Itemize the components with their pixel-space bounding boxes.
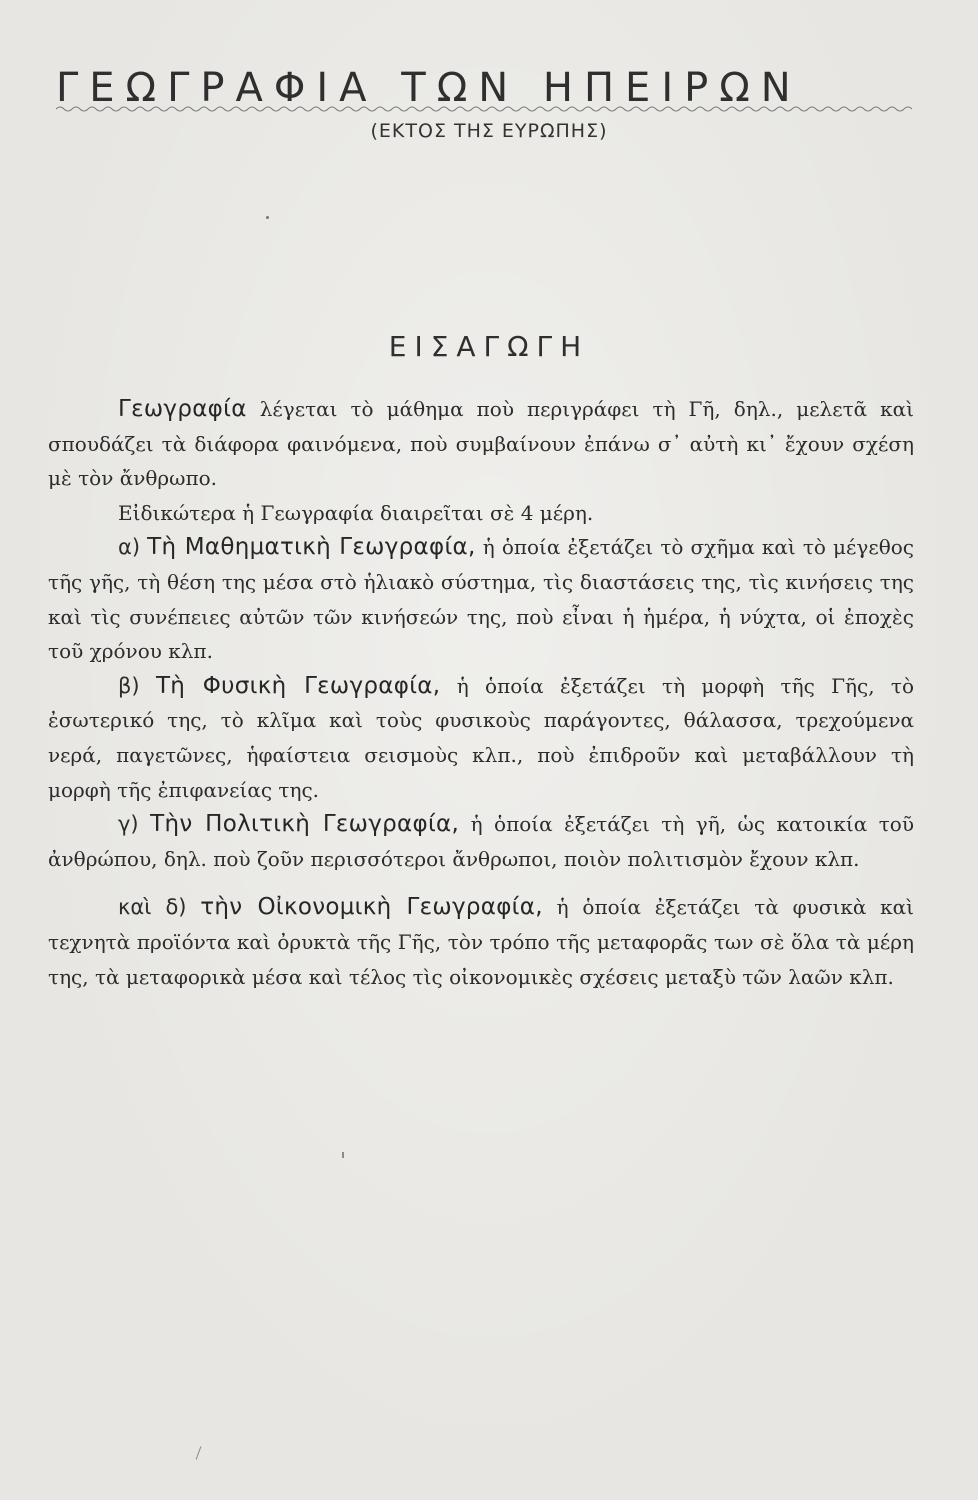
term-geography: Γεωγραφία (118, 396, 247, 422)
section-heading: ΕΙΣΑΓΩΓΗ (388, 330, 590, 363)
part-paragraph-d (48, 890, 914, 994)
part-paragraph-a (48, 530, 914, 668)
part-term: τὴν Οἰκονομικὴ Γεωγραφία, (200, 894, 543, 921)
part-term: Τὴν Πολιτικὴ Γεωγραφία, (150, 811, 460, 838)
ink-speck (342, 1152, 344, 1158)
part-text: ἡ ὁποία ἐξετάζει τὸ σχῆμα καὶ τὸ μέγεθος τῆς γῆς, τὴ θέση της μέσα στὸ ἡλιακὸ σύστημα, τὶς διαστάσεις της, τὶς κινήσεις της καὶ τὶς συνέπειες αὐτῶν τῶν κινήσεών της, ποὺ εἶναι ἡ ἡμέρα, ἡ νύχτα, οἱ ἐποχὲς τοῦ χρόνου κλπ. (48, 535, 915, 664)
intro-text: λέγεται τὸ μάθημα ποὺ περιγράφει τὴ Γῆ, δηλ., μελετᾶ καὶ σπουδάζει τὰ διάφορα φαινόμενα, ποὺ συμβαίνουν ἐπάνω σ᾿ αὐτὴ κι᾿ ἔχουν σχέση μὲ τὸν ἄνθρωπο. (48, 397, 915, 491)
part-term: Τὴ Φυσικὴ Γεωγραφία, (155, 672, 441, 699)
page-subtitle: (ΕΚΤΟΣ ΤΗΣ ΕΥΡΩΠΗΣ) (370, 120, 608, 142)
intro-paragraph (48, 392, 914, 496)
page-title: ΓΕΩΓΡΑΦΙΑ ΤΩΝ ΗΠΕΙΡΩΝ (56, 65, 802, 111)
part-text: ἡ ὁποία ἐξετάζει τὴ γῆ, ὡς κατοικία τοῦ ἀνθρώπου, δηλ. ποὺ ζοῦν περισσότεροι ἄνθρωποι, ποιὸν πολιτισμὸν ἔχουν κλπ. (48, 812, 915, 871)
ink-speck (266, 216, 269, 219)
part-label: β) (118, 673, 140, 698)
part-text: ἡ ὁποία ἐξετάζει τὴ μορφὴ τῆς Γῆς, τὸ ἐσωτερικό της, τὸ κλῖμα καὶ τοὺς φυσικοὺς παράγοντες, θάλασσα, τρεχούμενα νερά, παγετῶνες, ἡφαίστεια σεισμοὺς κλπ., ποὺ ἐπιδροῦν καὶ μεταβάλλουν τὴ μορφὴ τῆς ἐπιφανείας της. (48, 673, 914, 802)
wavy-underline (56, 104, 916, 114)
part-text: ἡ ὁποία ἐξετάζει τὰ φυσικὰ καὶ τεχνητὰ προϊόντα καὶ ὀρυκτὰ τῆς Γῆς, τὸν τρόπο τῆς μεταφορᾶς των σὲ ὅλα τὰ μέρη της, τὰ μεταφορικὰ μέσα καὶ τέλος τὶς οἰκονομικὲς σχέσεις μεταξὺ τῶν λαῶν κλπ. (48, 895, 914, 989)
part-paragraph-c (48, 807, 914, 876)
part-label: γ) (118, 812, 139, 837)
body-text (48, 392, 914, 994)
ink-speck (196, 1446, 202, 1459)
part-label: α) (118, 535, 141, 560)
division-text: Εἰδικώτερα ἡ Γεωγραφία διαιρεῖται σὲ 4 μέρη. (118, 500, 594, 525)
part-label: καὶ δ) (118, 895, 187, 920)
division-paragraph (48, 496, 914, 531)
part-paragraph-b (48, 669, 914, 807)
part-term: Τὴ Μαθηματικὴ Γεωγραφία, (147, 534, 476, 561)
